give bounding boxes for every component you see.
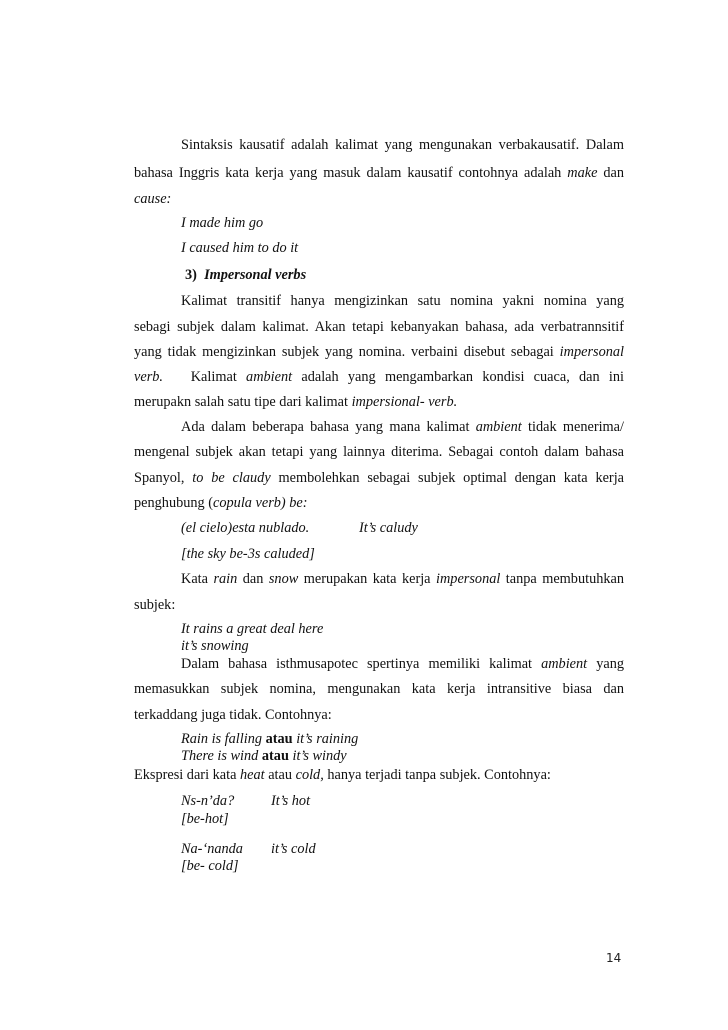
paragraph-line: subjek: — [134, 597, 176, 613]
section-heading: 3) Impersonal verbs — [185, 267, 307, 283]
paragraph-line: terkaddang juga tidak. Contohnya: — [134, 707, 332, 723]
example-word: Na-‘nanda — [181, 841, 243, 857]
page-number: 14 — [606, 951, 622, 965]
paragraph-line: mengenal subjek akan tetapi yang lainnya diterima. Sebagai contoh dalam bahasa — [134, 444, 624, 460]
paragraph-line: sebagi subjek dalam kalimat. Akan tetapi kebanyakan bahasa, ada verbatrannsitif — [134, 319, 624, 335]
paragraph-line: yang tidak mengizinkan subjek yang nomina. verbaini disebut sebagai impersonal — [134, 344, 624, 360]
example-translation: it’s cold — [271, 841, 316, 857]
paragraph-line: cause: — [134, 191, 172, 207]
paragraph-line: Sintaksis kausatif adalah kalimat yang mengunakan verbakausatif. Dalam — [181, 137, 624, 153]
example-gloss: [be- cold] — [181, 858, 239, 874]
example-spanish: (el cielo)esta nublado. — [181, 520, 310, 536]
paragraph-line: bahasa Inggris kata kerja yang masuk dalam kausatif contohnya adalah make dan — [134, 165, 624, 181]
example-english: It’s caludy — [359, 520, 418, 536]
paragraph-line: verb. Kalimat ambient adalah yang mengambarkan kondisi cuaca, dan ini — [134, 369, 624, 385]
example-gloss: [be-hot] — [181, 811, 229, 827]
example-line: Rain is falling atau it’s raining — [181, 731, 359, 747]
paragraph-line: memasukkan subjek nomina, mengunakan kata kerja intransitive biasa dan — [134, 681, 624, 697]
paragraph-line: Ekspresi dari kata heat atau cold, hanya terjadi tanpa subjek. Contohnya: — [134, 767, 551, 783]
example-word: Ns-n’da? — [181, 793, 235, 809]
example-translation: It’s hot — [271, 793, 311, 809]
example-gloss: [the sky be-3s caluded] — [181, 546, 315, 562]
paragraph-line: Dalam bahasa isthmusapotec spertinya memiliki kalimat ambient yang — [181, 656, 624, 672]
paragraph-line: Spanyol, to be claudy membolehkan sebagai subjek optimal dengan kata kerja — [134, 470, 624, 486]
example-line: it’s snowing — [181, 638, 249, 654]
paragraph-line: Ada dalam beberapa bahasa yang mana kalimat ambient tidak menerima/ — [181, 419, 624, 435]
example-line: It rains a great deal here — [181, 621, 324, 637]
example-line: There is wind atau it’s windy — [181, 748, 347, 764]
paragraph-line: penghubung (copula verb) be: — [134, 495, 308, 511]
example-line: I made him go — [181, 215, 264, 231]
example-line: I caused him to do it — [181, 240, 299, 256]
paragraph-line: Kalimat transitif hanya mengizinkan satu nomina yakni nomina yang — [181, 293, 624, 309]
paragraph-line: merupakn salah satu tipe dari kalimat impersional- verb. — [134, 394, 458, 410]
paragraph-line: Kata rain dan snow merupakan kata kerja impersonal tanpa membutuhkan — [181, 571, 624, 587]
